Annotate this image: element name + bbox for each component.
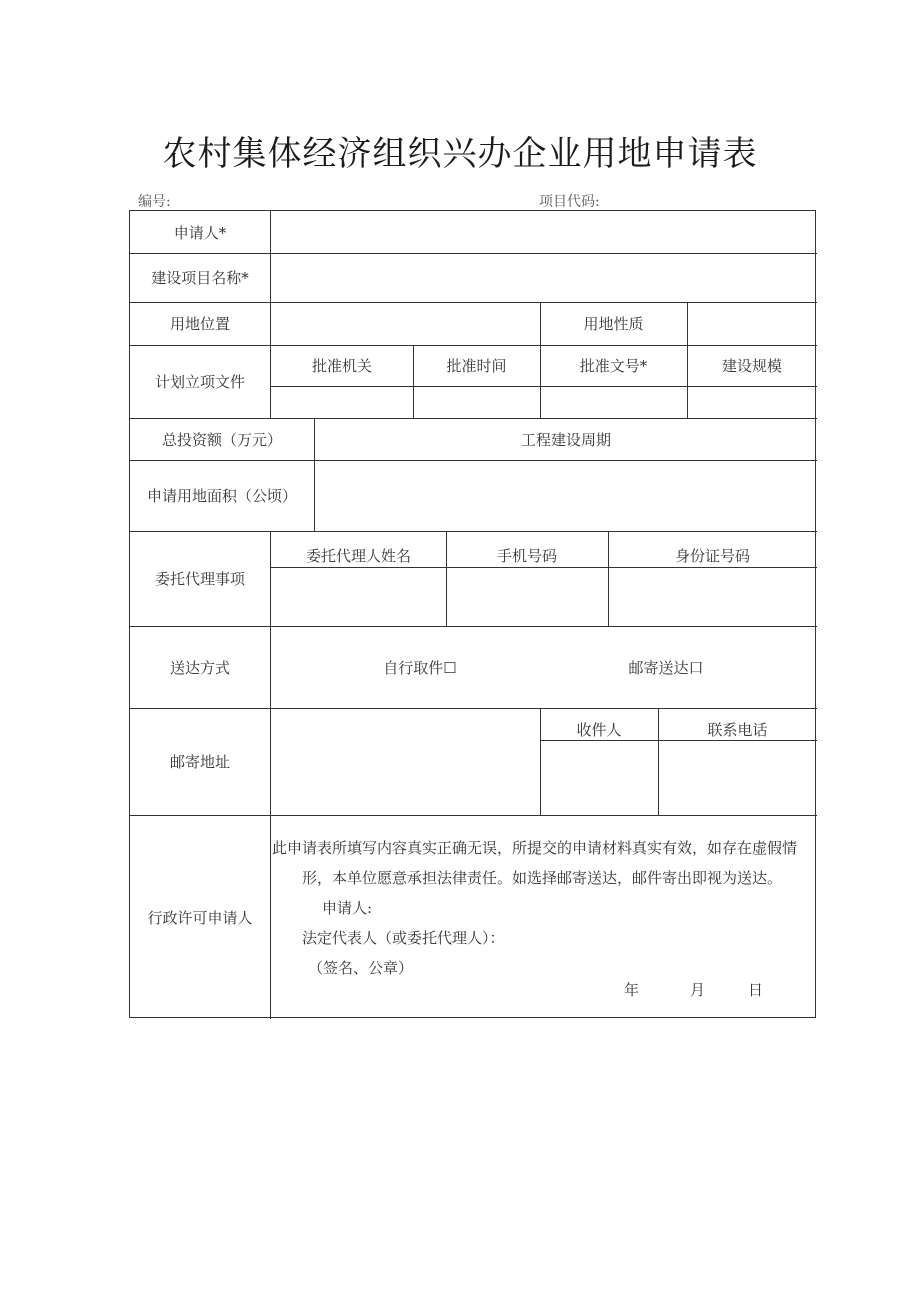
approval-doc-no-label: 批准文号* [579, 357, 648, 375]
project-name-field[interactable] [271, 253, 817, 302]
recipient-label: 收件人 [576, 721, 622, 739]
id-number-label: 身份证号码 [674, 547, 750, 565]
mobile-field[interactable] [446, 568, 608, 626]
recipient-field[interactable] [540, 741, 658, 815]
total-investment-label: 总投资额（万元） [161, 430, 282, 449]
construction-scale-field[interactable] [687, 387, 817, 418]
approval-authority-field[interactable] [271, 387, 413, 418]
signer-applicant-label: 申请人: [322, 899, 373, 917]
plan-docs-label: 计划立项文件 [154, 373, 245, 391]
land-area-field[interactable] [315, 460, 817, 531]
date-month-label: 月 [690, 981, 706, 999]
applicant-label: 申请人* [173, 223, 227, 242]
land-nature-label: 用地性质 [583, 315, 644, 333]
declaration-line-1: 此申请表所填写内容真实正确无误，所提交的申请材料真实有效，如存在虚假情 [272, 839, 798, 857]
agency-label: 委托代理事项 [154, 570, 245, 588]
contact-phone-field[interactable] [658, 741, 817, 815]
mail-address-field[interactable] [271, 708, 540, 815]
admin-applicant-label: 行政许可申请人 [147, 908, 253, 927]
legal-rep-label: 法定代表人（或委托代理人）： [302, 929, 505, 947]
agent-name-label: 委托代理人姓名 [305, 547, 411, 565]
declaration-line-2: 形，本单位愿意承担法律责任。如选择邮寄送达，邮件寄出即视为送达。 [302, 869, 783, 887]
delivery-label: 送达方式 [169, 658, 230, 677]
number-label: 编号: [138, 194, 171, 210]
land-location-label: 用地位置 [169, 315, 230, 333]
declaration-block [272, 833, 817, 983]
application-form-table [129, 210, 816, 1018]
contact-phone-label: 联系电话 [707, 721, 768, 739]
date-day-label: 日 [748, 981, 764, 999]
sign-seal-label: （签名、公章） [308, 959, 414, 977]
approval-time-field[interactable] [413, 387, 540, 418]
project-code-label: 项目代码: [539, 194, 600, 210]
land-location-field[interactable] [271, 302, 540, 345]
land-nature-field[interactable] [688, 302, 817, 345]
construction-period-label: 工程建设周期 [520, 430, 611, 449]
approval-doc-no-field[interactable] [540, 387, 687, 418]
date-year-label: 年 [624, 981, 640, 999]
mobile-label: 手机号码 [496, 547, 557, 565]
self-pickup-option[interactable]: 自行取件☐ [383, 658, 457, 677]
agent-name-field[interactable] [271, 568, 446, 626]
construction-scale-label: 建设规模 [721, 357, 782, 375]
approval-time-label: 批准时间 [446, 357, 507, 375]
form-title: 农村集体经济组织兴办企业用地申请表 [162, 134, 758, 174]
project-name-label: 建设项目名称* [151, 269, 249, 287]
mail-address-label: 邮寄地址 [169, 753, 230, 771]
applicant-field[interactable] [271, 211, 817, 253]
land-area-label: 申请用地面积（公顷） [146, 487, 297, 505]
id-number-field[interactable] [608, 568, 817, 626]
approval-authority-label: 批准机关 [311, 357, 372, 375]
mail-delivery-option[interactable]: 邮寄送达口 [628, 658, 704, 677]
